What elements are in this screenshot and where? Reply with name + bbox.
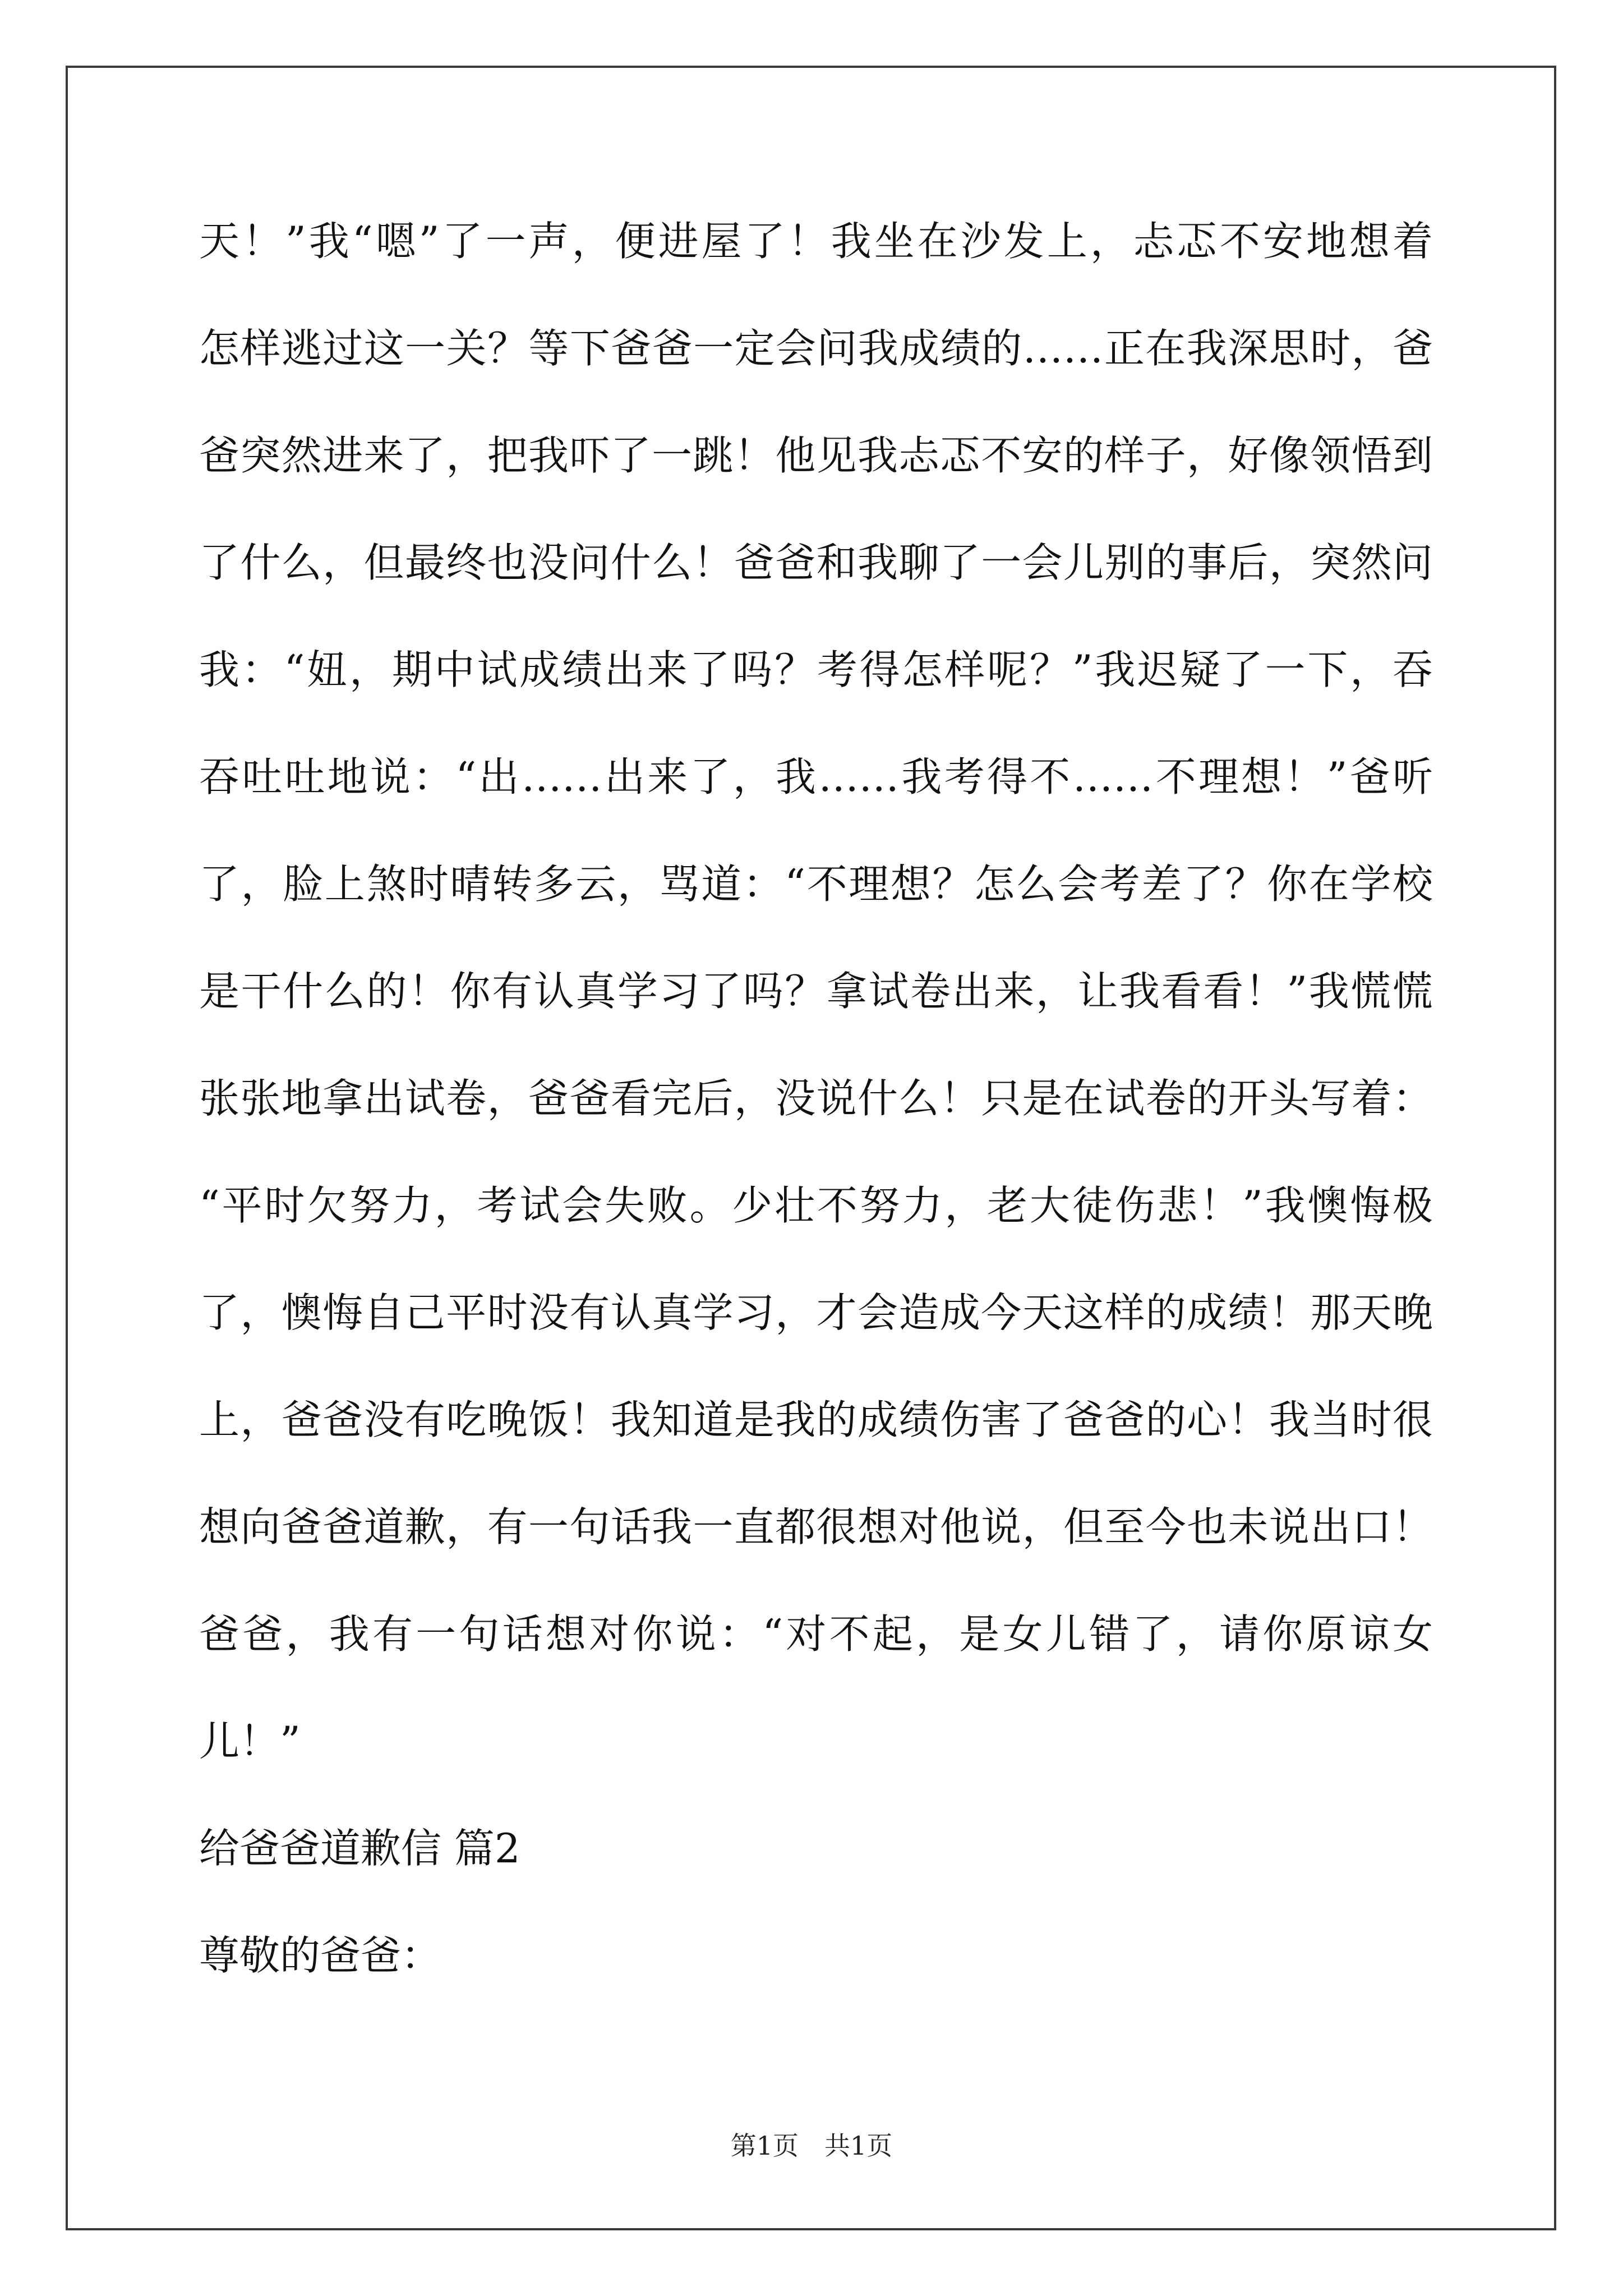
body-line: 天！”我“嗯”了一声，便进屋了！我坐在沙发上，忐忑不安地想着 <box>199 218 1433 265</box>
page-number: 第1页 共1页 <box>730 2131 893 2161</box>
body-line: 了，懊悔自己平时没有认真学习，才会造成今天这样的成绩！那天晚 <box>199 1289 1433 1336</box>
body-line: 吞吐吐地说：“出……出来了，我……我考得不……不理想！”爸听 <box>199 753 1433 800</box>
section-title: 给爸爸道歉信 篇2 <box>199 1825 520 1872</box>
body-line: 儿！” <box>199 1718 301 1765</box>
body-line: 我：“妞，期中试成绩出来了吗？考得怎样呢？”我迟疑了一下，吞 <box>199 646 1433 693</box>
body-line: 想向爸爸道歉，有一句话我一直都很想对他说，但至今也未说出口！ <box>199 1503 1433 1550</box>
body-line: “平时欠努力，考试会失败。少壮不努力，老大徒伤悲！”我懊悔极 <box>199 1182 1433 1229</box>
body-line: 是干什么的！你有认真学习了吗？拿试卷出来，让我看看！”我慌慌 <box>199 968 1433 1015</box>
body-line: 怎样逃过这一关？等下爸爸一定会问我成绩的……正在我深思时，爸 <box>199 325 1433 372</box>
document-body <box>199 213 1433 2035</box>
body-line: 上，爸爸没有吃晚饭！我知道是我的成绩伤害了爸爸的心！我当时很 <box>199 1396 1433 1443</box>
body-line: 了，脸上煞时晴转多云，骂道：“不理想？怎么会考差了？你在学校 <box>199 861 1433 908</box>
body-line: 爸爸，我有一句话想对你说：“对不起，是女儿错了，请你原谅女 <box>199 1611 1433 1658</box>
body-line: 爸突然进来了，把我吓了一跳！他见我忐忑不安的样子，好像领悟到 <box>199 432 1433 479</box>
body-line: 张张地拿出试卷，爸爸看完后，没说什么！只是在试卷的开头写着： <box>199 1075 1433 1122</box>
body-line: 了什么，但最终也没问什么！爸爸和我聊了一会儿别的事后，突然问 <box>199 539 1433 586</box>
salutation: 尊敬的爸爸： <box>199 1932 442 1979</box>
